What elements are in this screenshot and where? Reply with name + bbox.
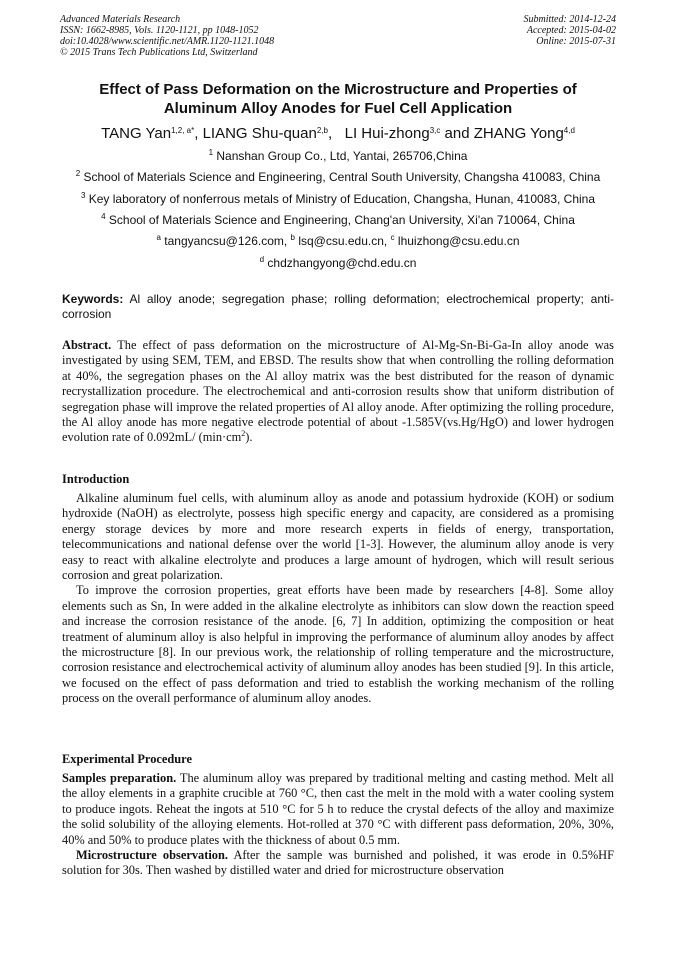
section-heading-introduction: Introduction [62,472,130,486]
paragraph: Microstructure observation. After the sample was burnished and polished, it was erode in 0.5%HF solution for 30s. Then washed by distilled water and dried for microstructure observation [62,848,614,878]
paragraph: Alkaline aluminum fuel cells, with aluminum alloy as anode and potassium hydroxide (KOH) or sodium hydroxide (NaOH) as electrolyte, possess high specific energy and capacity, are considered as a promising energy storage devices by more and more research experts in fields of energy, transportation, telecommunications and national defense over the world [1-3]. However, the aluminum alloy anode is very easy to react with alkaline electrolyte and produces a large amount of hydrogen, which will result serious corrosion and great polarization. [62,491,614,583]
dates-info [524,14,617,47]
experimental-body [62,771,614,879]
author-name: LI Hui-zhong [344,125,430,142]
paper-title: Effect of Pass Deformation on the Microstructure and Properties of Aluminum Alloy Anodes for Fuel Cell Application [99,81,577,117]
abstract: Abstract. The effect of pass deformation on the microstructure of Al-Mg-Sn-Bi-Ga-In alloy anode was investigated by using SEM, TEM, and EBSD. The results show that when controlling the rolling deformation at 40%, the segregation phases on the Al alloy matrix was the best distributed for the reason of dynamic recrystallization procedure. The electrochemical and anti-corrosion results show that uniform distribution of segregation phase will improve the related properties of Al alloy anode. After optimizing the rolling procedure, the Al alloy anode has more negative electrode potential of about -1.585V(vs.Hg/HgO) and lower hydrogen evolution rate of 0.092mL/ $(\min\cdot cm^2)$. [62,338,614,445]
issn-line: ISSN: 1662-8985, Vols. 1120-1121, pp 1048-1052 [60,25,259,36]
author-name: LIANG Shu-quan [202,125,317,142]
doi-line: doi:10.4028/www.scientific.net/AMR.1120-1121.1048 [60,36,275,47]
submitted-date: Submitted: 2014-12-24 [523,14,616,25]
abstract-label: Abstract. [62,338,112,352]
affiliation-1: $^1$ Nanshan Group Co., Ltd, Yantai, 265706,China [208,148,468,163]
section-heading-experimental: Experimental Procedure [62,752,192,766]
online-date: Online: 2015-07-31 [536,36,616,47]
accepted-date: Accepted: 2015-04-02 [526,25,616,36]
affiliation-3: $^3$ Key laboratory of nonferrous metals of Ministry of Education, Changsha, Hunan, 410083, China [80,191,596,206]
introduction-body [62,491,614,707]
affiliation-2: $^2$ School of Materials Science and Engineering, Central South University, Changsha 410083, China [75,169,601,184]
journal-info [60,14,274,58]
email-line-2: $^d$ chdzhangyong@chd.edu.cn [259,255,417,270]
author-list: TANG Yan$^{1,2, a*}$, LIANG Shu-quan$^{2,b}$, LI Hui-zhong$^{3,c}$ and ZHANG Yong$^{4,d}$ [101,125,575,142]
affiliation-4: $^4$ School of Materials Science and Engineering, Chang'an University, Xi'an 710064, China [101,212,575,227]
keywords-label: Keywords: [62,292,124,306]
author-name: TANG Yan [101,125,172,142]
email-line-1: $^a$ tangyancsu@126.com, $^b$ lsq@csu.edu.cn, $^c$ lhuizhong@csu.edu.cn [156,233,520,248]
keywords: Keywords: Al alloy anode; segregation phase; rolling deformation; electrochemical property; anti-corrosion [62,292,614,321]
paragraph: To improve the corrosion properties, great efforts have been made by researchers [4-8]. Some alloy elements such as Sn, In were added in the alkaline electrolyte as inhibitors can slow down the reaction speed and increase the corrosion resistance of the anode. [6, 7] In addition, optimizing the composition or heat treatment of aluminum alloy is also helpful in improving the performance of aluminum alloy anodes by affect the microstructure [8]. In our previous work, the relationship of rolling temperature and the microstructure, corrosion resistance and electrochemical activity of aluminum alloy anodes has been studied [9]. In this article, we focused on the effect of pass deformation and tried to establish the working mechanism of the rolling process on the overall performance of aluminum alloy anodes. [62,583,614,706]
journal-name: Advanced Materials Research [60,14,181,25]
copyright-line: © 2015 Trans Tech Publications Ltd, Switzerland [60,47,258,58]
paragraph: Samples preparation. The aluminum alloy was prepared by traditional melting and casting method. Melt all the alloy elements in a graphite crucible at 760 °C, then cast the melt in the mold with a water cooling system to produce ingots. Reheat the ingots at 510 °C for 5 h to reduce the crystal defects of the alloy and maximize the solid solubility of the alloying elements. Hot-rolled at 370 °C with different pass deformation, 20%, 30%, 40% and 50% to produce plates with the thickness of about 0.5 mm. [62,771,614,847]
author-name: ZHANG Yong [473,125,564,142]
